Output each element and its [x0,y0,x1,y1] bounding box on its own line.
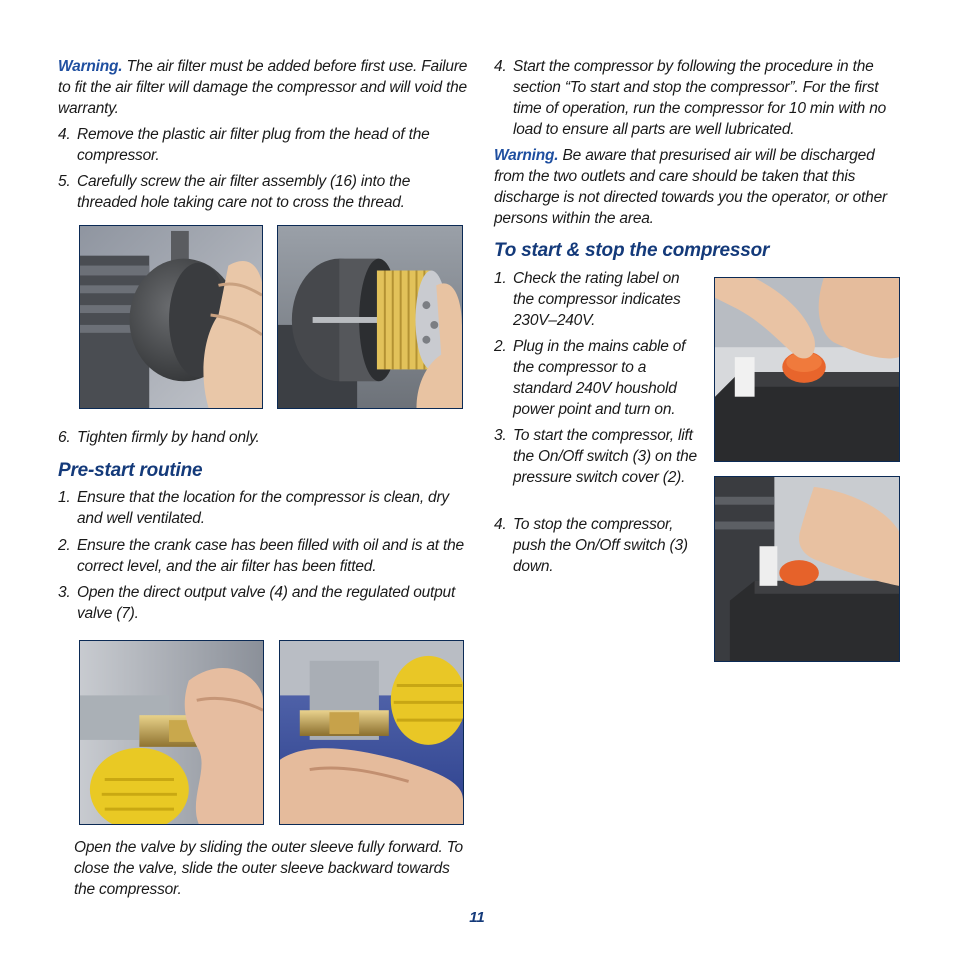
step-screw-filter: 5. Carefully screw the air filter assembly (16) into the threaded hole taking care not to cross the thread. [58,173,411,211]
warning-label: Warning. [58,58,123,75]
heading-pre-start: Pre-start routine [58,460,203,481]
valve-caption: Open the valve by sliding the outer sleeve fully forward. To close the valve, slide the outer sleeve backward towards the compressor. [74,839,463,898]
warning-pressurised-air [494,145,894,229]
photo-valve-sleeve-backward [279,640,464,825]
startstop-step-2: 2. Plug in the mains cable of the compressor to a standard 240V houshold power point and turn on. [494,338,686,418]
photo-fit-air-filter-image [80,226,262,408]
step-tighten: 6. Tighten firmly by hand only. [58,429,260,446]
photo-valve-sleeve-backward-image [280,641,463,824]
startstop-step-3: 3. To start the compressor, lift the On/Off switch (3) on the pressure switch cover (2). [494,427,697,486]
photo-switch-push [714,476,900,662]
photo-switch-lift-image [715,278,899,461]
page-number: 11 [469,909,485,926]
prestart-step-3: 3. Open the direct output valve (4) and the regulated output valve (7). [58,584,456,622]
photo-air-filter-element-image [278,226,462,408]
photo-fit-air-filter [79,225,263,409]
photo-switch-push-image [715,477,899,661]
photo-switch-lift [714,277,900,462]
photo-valve-sleeve-forward-image [80,641,263,824]
warning-text: The air filter must be added before first use. Failure to fit the air filter will damage the compressor and will void the warranty. [58,58,468,117]
warning-air-filter [58,56,468,119]
warning-label-2: Warning. [494,147,559,164]
photo-air-filter-element [277,225,463,409]
startstop-step-4: 4. To stop the compressor, push the On/Off switch (3) down. [494,516,688,575]
photo-valve-sleeve-forward [79,640,264,825]
heading-start-stop: To start & stop the compressor [494,240,770,261]
startstop-step-1: 1. Check the rating label on the compressor indicates 230V–240V. [494,270,681,329]
step-start-first-time: 4. Start the compressor by following the procedure in the section “To start and stop the compressor”. For the first time of operation, run the compressor for 10 min with no load to ensure all parts are well lubricated. [494,58,887,138]
prestart-step-2: 2. Ensure the crank case has been filled with oil and is at the correct level, and the air filter has been fitted. [58,537,464,575]
prestart-step-1: 1. Ensure that the location for the compressor is clean, dry and well ventilated. [58,489,449,527]
warning-text-2: Be aware that presurised air will be discharged from the two outlets and care should be taken that this discharge is not directed towards you the operator, or other persons within the area. [494,147,887,227]
step-remove-plug: 4. Remove the plastic air filter plug from the head of the compressor. [58,126,430,164]
